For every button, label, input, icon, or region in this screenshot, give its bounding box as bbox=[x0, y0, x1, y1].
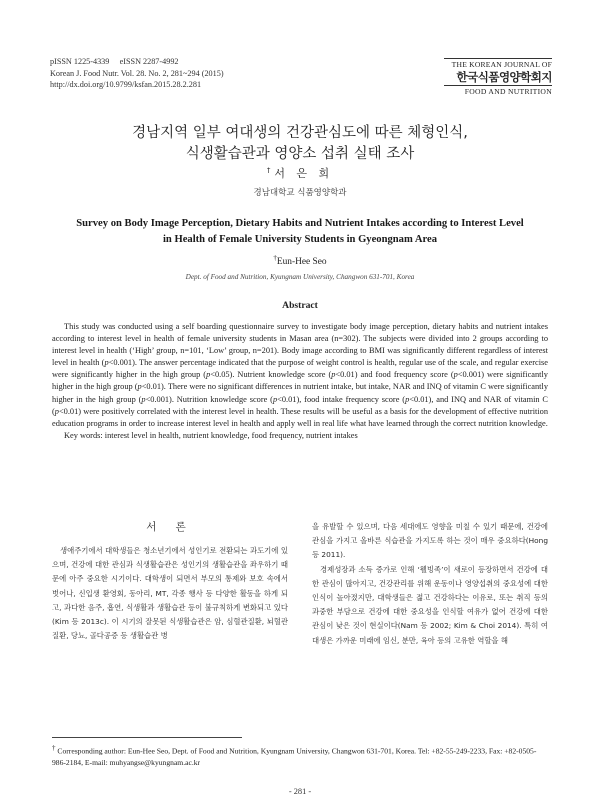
doi-link[interactable]: http://dx.doi.org/10.9799/ksfan.2015.28.2.281 bbox=[50, 80, 202, 89]
corresponding-mark: † bbox=[266, 166, 275, 175]
journal-name-ko: 한국식품영양학회지 bbox=[456, 70, 552, 84]
journal-name-en-bottom: FOOD AND NUTRITION bbox=[444, 85, 552, 97]
body-column-left bbox=[52, 520, 288, 643]
keywords: Key words: interest level in health, nutrient knowledge, food frequency, nutrient intakes bbox=[64, 430, 358, 440]
abstract-paragraph: This study was conducted using a self boarding questionnaire survey to investigate body image perception, dietary habits and nutrient intakes according to interest level in health of female university students in Masan area (n=302). The subjects were divided into 2 groups according to interest level in health (‘High’ group, n=101, ‘Low’ group, n=201). Body image according to BMI was significantly different regardless of interest level in health (p<0.001). The answer percentage indicated that the purpose of weight control is health, regular use of the scale, and regular exercise were significantly higher in the high group (p<0.05). Nutrient knowledge score (p<0.01) and food frequency score (p<0.001) were significantly higher in the high group (p<0.01). There were no significant differences in nutrient intake, but intake, NAR and INQ of vitamin C were significantly higher in the high group (p<0.001). Nutrition knowledge score (p<0.01), food intake frequency score (p<0.01), and INQ and NAR of vitamin C (p<0.01) were positively correlated with the interest level in health. These results will be useful as a basis for the development of effective nutrition education programs in order to increase interest level in health and apply well in real life what have learned through the correct nutrition knowledge. bbox=[52, 322, 548, 428]
section-heading-introduction: 서 론 bbox=[146, 521, 194, 533]
title-korean-line-2: 식생활습관과 영양소 섭취 실태 조사 bbox=[185, 146, 415, 162]
intro-paragraph-2: 경제성장과 소득 증가로 인해 ‘웰빙족’이 새로이 등장하면서 건강에 대한 관심이 많아지고, 건강관리를 위해 운동이나 영양섭취의 중요성에 대한 인식이 높아졌지만, 대학생들은 젊고 건강하다는 이유로, 또는 취직 등의 과중한 부담으로 건강에 대한 중요성을 인식할 여유가 없어 건강에 대한 관심이 낮은 것이 현실이다(Nam 등 2002; Kim & Choi 2014). 특히 여대생은 가까운 미래에 임신, 분만, 육아 등의 고유한 역할을 해 bbox=[312, 564, 548, 645]
footnote bbox=[52, 743, 548, 768]
intro-paragraph-1: 생애주기에서 대학생들은 청소년기에서 성인기로 전환되는 과도기에 있으며, 건강에 대한 관심과 식생활습관은 성인기의 생활습관을 좌우하기 때문에 아주 중요한 시기이다. 대학생이 되면서 부모의 통제와 보호 속에서 벗어나, 신입생 환영회, 동아리, MT, 각종 행사 등 다양한 활동을 하게 되고, 과다한 음주, 흡연, 식생활과 생활습관 등이 불규칙하게 변화되고 있다(Kim 등 2013c). 이 시기의 잘못된 식생활습관은 암, 심혈관질환, 뇌혈관질환, 당뇨, 골다공증 등 생활습관 병 bbox=[52, 546, 288, 641]
page-number: - 281 - bbox=[288, 787, 312, 796]
author-korean bbox=[0, 165, 600, 181]
title-korean-line-1: 경남지역 일부 여대생의 건강관심도에 따른 체형인식, bbox=[132, 125, 468, 141]
footnote-mark: † bbox=[52, 744, 56, 752]
abstract-body bbox=[52, 321, 548, 442]
affiliation-english: Dept. of Food and Nutrition, Kyungnam University, Changwon 631-701, Korea bbox=[185, 273, 415, 281]
body-column-right bbox=[312, 520, 548, 648]
author-korean-name: 서 은 희 bbox=[274, 167, 334, 180]
citation-line: Korean J. Food Nutr. Vol. 28. No. 2, 281~294 (2015) bbox=[50, 68, 224, 78]
abstract-heading: Abstract bbox=[282, 300, 318, 311]
article-metadata bbox=[50, 56, 224, 91]
author-english bbox=[0, 254, 600, 267]
title-english-line-2: in Health of Female University Students in Gyeongnam Area bbox=[162, 234, 438, 245]
issn-line: pISSN 1225-4339 eISSN 2287-4992 bbox=[50, 57, 179, 66]
affiliation-korean: 경남대학교 식품영양학과 bbox=[253, 188, 347, 198]
footnote-text: Corresponding author: Eun-Hee Seo, Dept. of Food and Nutrition, Kyungnam University, Changwon 631-701, Korea. Tel: +82-55-249-2233, Fax: +82-0505-986-2184, E-mail: muhyangse@kyungnam.ac.kr bbox=[52, 746, 537, 767]
title-english-line-1: Survey on Body Image Perception, Dietary Habits and Nutrient Intakes according to Interest Level bbox=[76, 218, 524, 229]
title-english bbox=[40, 216, 560, 248]
journal-logo bbox=[444, 58, 552, 97]
title-korean bbox=[0, 123, 600, 165]
intro-paragraph-1-cont: 을 유발할 수 있으며, 다음 세대에도 영향을 미칠 수 있기 때문에, 건강에 관심을 가지고 올바른 식습관을 가지도록 하는 것이 매우 중요하다(Hong 등 2011). bbox=[312, 522, 548, 560]
journal-name-en-top: THE KOREAN JOURNAL OF bbox=[451, 60, 552, 69]
journal-top-rule bbox=[444, 58, 552, 59]
footnote-rule bbox=[52, 737, 242, 738]
corresponding-mark-en: † bbox=[273, 254, 277, 262]
author-english-name: Eun-Hee Seo bbox=[276, 257, 327, 268]
